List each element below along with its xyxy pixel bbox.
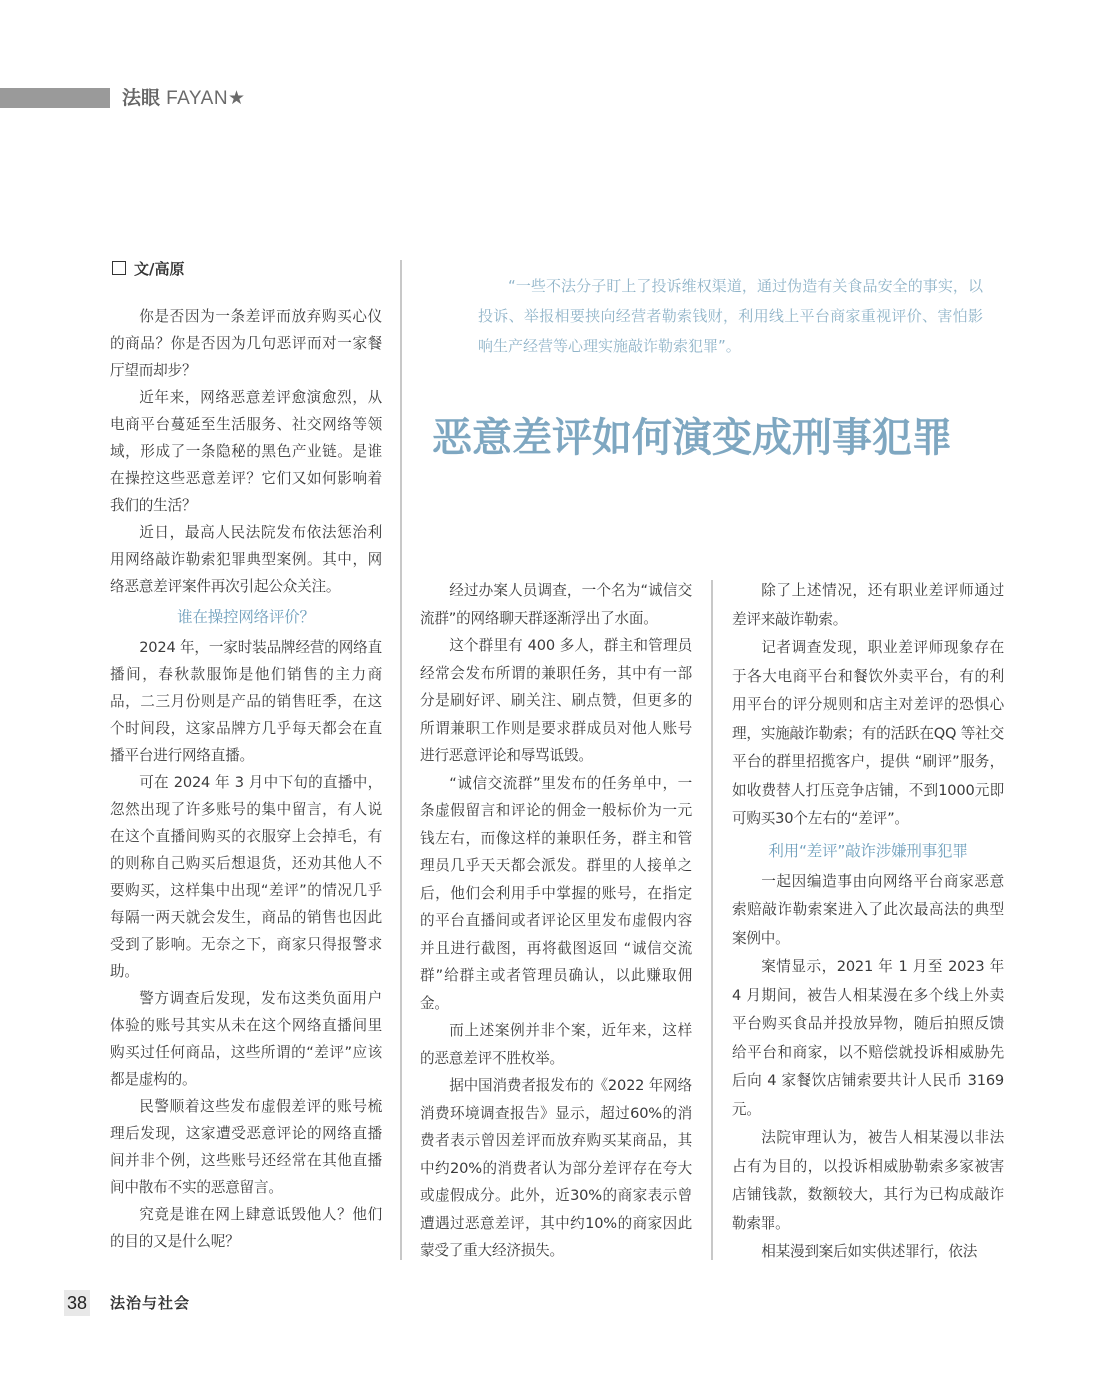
paragraph: 相某漫到案后如实供述罪行，依法 <box>761 1243 978 1260</box>
column-divider <box>711 580 713 1260</box>
article-column-1 <box>110 303 382 1268</box>
paragraph: “诚信交流群”里发布的任务单中，一条虚假留言和评论的佣金一般标价为一元钱左右，而像这样的兼职任务，群主和管理员几乎天天都会派发。群里的人接单之后，他们会利用手中掌握的账号，在指定的平台直播间或者评论区里发布虚假内容并且进行截图，再将截图返回 “诚信交流群”给群主或者管理员确认，以此赚取佣金。 <box>420 774 692 1012</box>
author: 文/高原 <box>134 260 185 278</box>
pull-quote-text: “一些不法分子盯上了投诉维权渠道，通过伪造有关食品安全的事实，以投诉、举报相要挟向经营者勒索钱财，利用线上平台商家重视评价、害怕影响生产经营等心理实施敲诈勒索犯罪”。 <box>478 277 983 355</box>
square-icon <box>112 261 126 275</box>
paragraph: 据中国消费者报发布的《2022 年网络消费环境调查报告》显示，超过60%的消费者表示曾因差评而放弃购买某商品，其中约20%的消费者认为部分差评存在夸大或虚假成分。此外，近30%的商家表示曾遭遇过恶意差评，其中约10%的商家因此蒙受了重大经济损失。 <box>420 1077 692 1259</box>
paragraph: 警方调查后发现，发布这类负面用户体验的账号其实从未在这个网络直播间里购买过任何商品，这些所谓的“差评”应该都是虚构的。 <box>110 990 382 1088</box>
section-name-en: FAYAN★ <box>166 88 246 109</box>
paragraph: 你是否因为一条差评而放弃购买心仪的商品？你是否因为几句恶评而对一家餐厅望而却步？ <box>110 308 382 379</box>
section-header <box>122 86 246 111</box>
paragraph: 究竟是谁在网上肆意诋毁他人？他们的目的又是什么呢？ <box>110 1206 382 1250</box>
pull-quote <box>478 271 983 363</box>
page-number: 38 <box>64 1290 90 1316</box>
paragraph: 而上述案例并非个案，近年来，这样的恶意差评不胜枚举。 <box>420 1022 692 1067</box>
article-column-3 <box>732 577 1004 1268</box>
paragraph: 民警顺着这些发布虚假差评的账号梳理后发现，这家遭受恶意评论的网络直播间并非个例，这些账号还经常在其他直播间中散布不实的恶意留言。 <box>110 1098 382 1196</box>
subheading: 谁在操控网络评价？ <box>177 608 315 626</box>
subheading: 利用“差评”敲诈涉嫌刑事犯罪 <box>768 841 968 860</box>
section-header-bar <box>0 88 110 108</box>
byline <box>112 259 184 279</box>
paragraph: 2024 年，一家时装品牌经营的网络直播间，春秋款服饰是他们销售的主力商品，二三月份则是产品的销售旺季，在这个时间段，这家品牌方几乎每天都会在直播平台进行网络直播。 <box>110 639 382 764</box>
paragraph: 经过办案人员调查，一个名为“诚信交流群”的网络聊天群逐渐浮出了水面。 <box>420 582 692 627</box>
paragraph: 可在 2024 年 3 月中下旬的直播中，忽然出现了许多账号的集中留言，有人说在这个直播间购买的衣服穿上会掉毛，有的则称自己购买后想退货，还劝其他人不要购买，这样集中出现“差评”的情况几乎每隔一两天就会发生，商品的销售也因此受到了影响。无奈之下，商家只得报警求助。 <box>110 774 382 980</box>
magazine-name: 法治与社会 <box>110 1294 191 1312</box>
article-column-2 <box>420 577 692 1268</box>
paragraph: 案情显示，2021 年 1 月至 2023 年 4 月期间，被告人相某漫在多个线上外卖平台购买食品并投放异物，随后拍照反馈给平台和商家，以不赔偿就投诉相威胁先后向 4 家餐饮店铺索要共计人民币 3169 元。 <box>732 958 1004 1118</box>
paragraph: 近年来，网络恶意差评愈演愈烈，从电商平台蔓延至生活服务、社交网络等领域，形成了一条隐秘的黑色产业链。是谁在操控这些恶意差评？它们又如何影响着我们的生活？ <box>110 389 382 514</box>
paragraph: 这个群里有 400 多人，群主和管理员经常会发布所谓的兼职任务，其中有一部分是刷好评、刷关注、刷点赞，但更多的所谓兼职工作则是要求群成员对他人账号进行恶意评论和辱骂诋毁。 <box>420 637 692 764</box>
paragraph: 法院审理认为，被告人相某漫以非法占有为目的，以投诉相威胁勒索多家被害店铺钱款，数额较大，其行为已构成敲诈勒索罪。 <box>732 1129 1004 1232</box>
paragraph: 近日，最高人民法院发布依法惩治利用网络敲诈勒索犯罪典型案例。其中，网络恶意差评案件再次引起公众关注。 <box>110 524 382 595</box>
article-title: 恶意差评如何演变成刑事犯罪 <box>432 415 952 461</box>
column-divider <box>400 260 402 1260</box>
paragraph: 除了上述情况，还有职业差评师通过差评来敲诈勒索。 <box>732 582 1004 628</box>
paragraph: 记者调查发现，职业差评师现象存在于各大电商平台和餐饮外卖平台，有的利用平台的评分规则和店主对差评的恐惧心理，实施敲诈勒索；有的活跃在QQ 等社交平台的群里招揽客户，提供 “刷评”服务，如收费替人打压竞争店铺，不到1000元即可购买30个左右的“差评”。 <box>732 639 1004 827</box>
paragraph: 一起因编造事由向网络平台商家恶意索赔敲诈勒索案进入了此次最高法的典型案例中。 <box>732 872 1004 947</box>
section-name-cn: 法眼 <box>122 87 161 109</box>
